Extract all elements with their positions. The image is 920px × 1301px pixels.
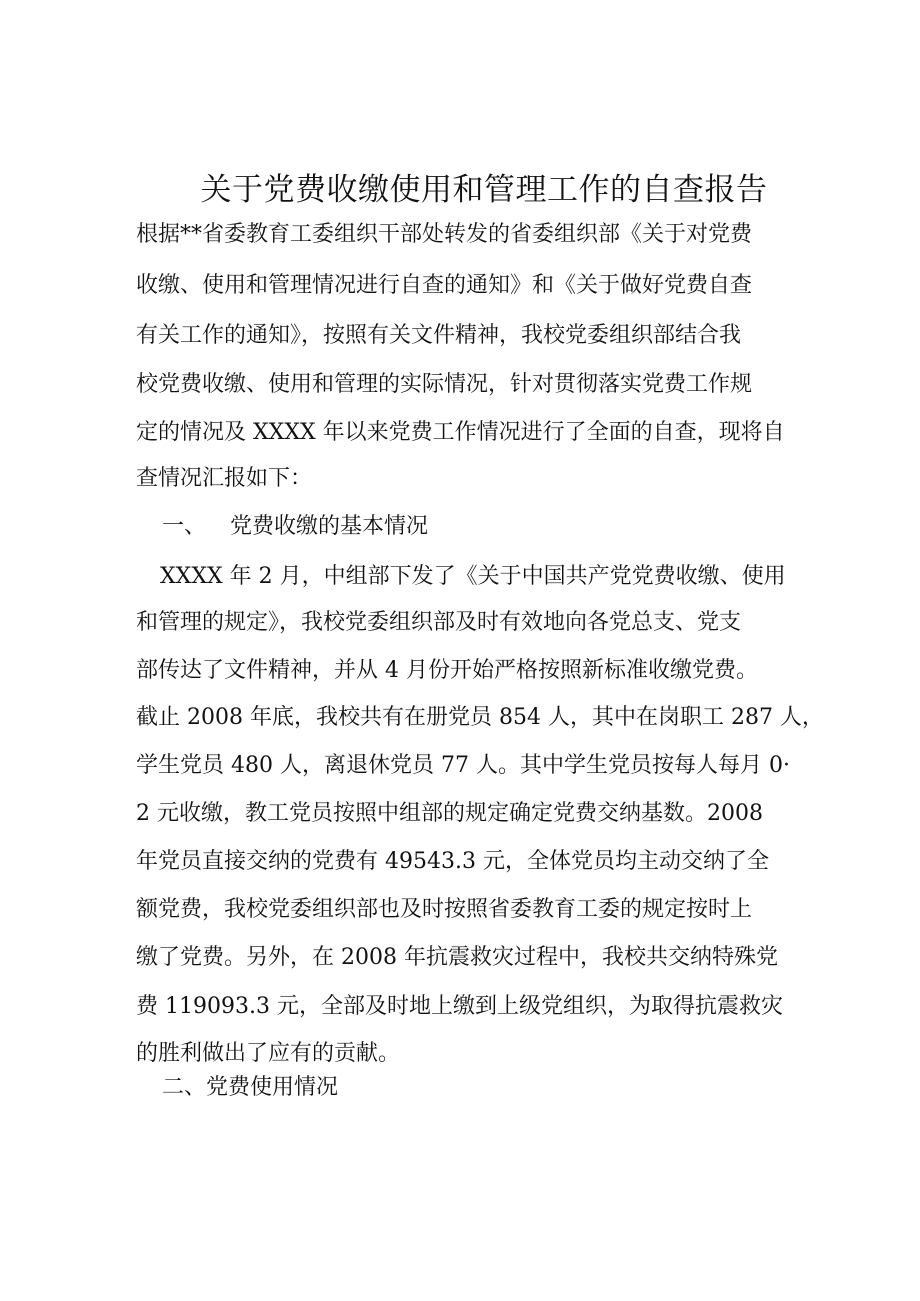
- section-1-heading: [162, 514, 428, 540]
- section-1-line: 缴了党费。另外，在 2008 年抗震救灾过程中，我校共交纳特殊党: [136, 945, 778, 970]
- section-1-line: 学生党员 480 人，离退休党员 77 人。其中学生党员按每人每月 0·: [136, 753, 790, 778]
- intro-line: 有关工作的通知》，按照有关文件精神，我校党委组织部结合我: [136, 323, 742, 348]
- section-1-line: 2 元收缴，教工党员按照中组部的规定确定党费交纳基数。2008: [136, 801, 763, 826]
- document-title: 关于党费收缴使用和管理工作的自查报告: [200, 172, 768, 208]
- section-1-number: 一、: [162, 514, 207, 539]
- section-1-line: 部传达了文件精神，并从 4 月份开始严格按照新标准收缴党费。: [136, 658, 758, 683]
- intro-line: 定的情况及 XXXX 年以来党费工作情况进行了全面的自查，现将自: [136, 420, 785, 445]
- section-2-heading: 二、党费使用情况: [162, 1075, 339, 1100]
- section-1-line: 和管理的规定》，我校党委组织部及时有效地向各党总支、党支: [136, 610, 742, 635]
- section-1-line: 费 119093.3 元，全部及时地上缴到上级党组织，为取得抗震救灾: [136, 994, 783, 1019]
- section-1-line: 额党费，我校党委组织部也及时按照省委教育工委的规定按时上: [136, 897, 753, 922]
- intro-line: 收缴、使用和管理情况进行自查的通知》和《关于做好党费自查: [136, 273, 753, 298]
- intro-line: 查情况汇报如下：: [136, 466, 313, 491]
- section-1-line: 的胜利做出了应有的贡献。: [136, 1041, 401, 1066]
- section-1-line: 年党员直接交纳的党费有 49543.3 元，全体党员均主动交纳了全: [136, 849, 769, 874]
- intro-line: 校党费收缴、使用和管理的实际情况，针对贯彻落实党费工作规: [136, 372, 753, 397]
- section-1-line: XXXX 年 2 月，中组部下发了《关于中国共产党党费收缴、使用: [160, 564, 786, 589]
- section-1-title: 党费收缴的基本情况: [230, 514, 429, 539]
- section-1-line: 截止 2008 年底，我校共有在册党员 854 人，其中在岗职工 287 人，: [136, 705, 824, 730]
- intro-line: 根据**省委教育工委组织干部处转发的省委组织部《关于对党费: [136, 222, 753, 247]
